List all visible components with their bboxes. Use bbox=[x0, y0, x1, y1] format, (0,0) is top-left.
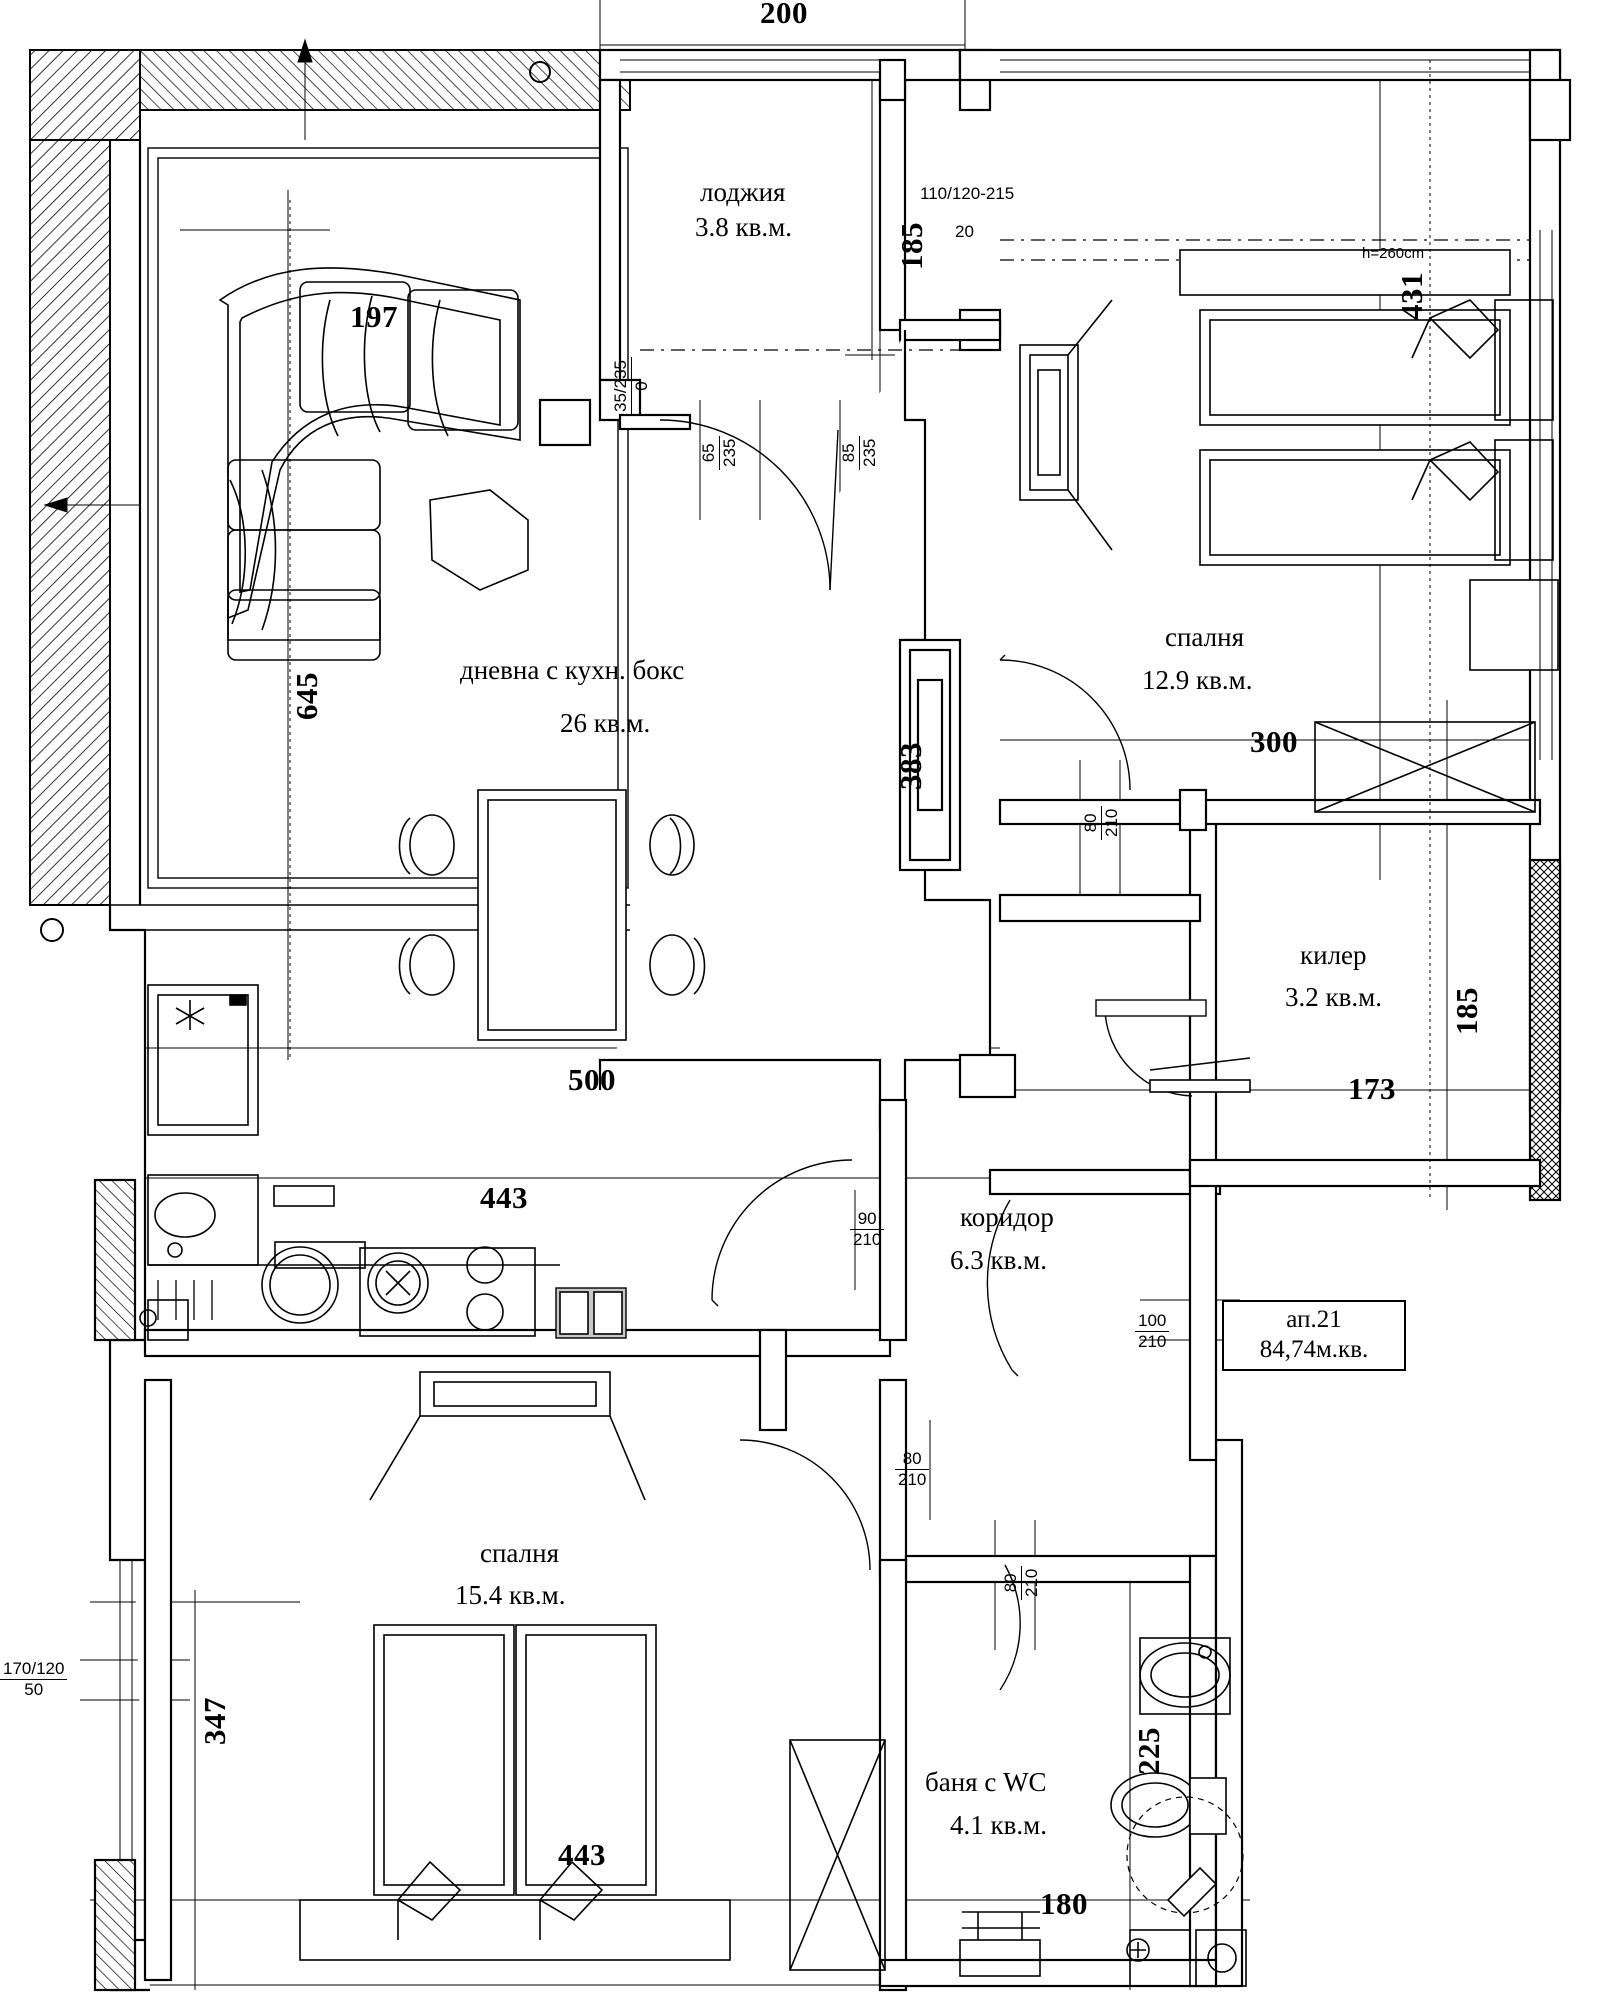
opening-170-120-50 bbox=[0, 1660, 67, 1699]
dim-beds-431: 431 bbox=[1394, 272, 1429, 320]
apartment-area: 84,74м.кв. bbox=[1259, 1335, 1369, 1363]
dim-top-200: 200 bbox=[760, 0, 808, 30]
opening-loggia-door-sub: 20 bbox=[955, 222, 974, 241]
opening-loggia-door-spec: 110/120-215 bbox=[920, 184, 1015, 203]
ceiling-height-note: h=260cm bbox=[1362, 245, 1425, 262]
dim-bedroom2-443: 443 bbox=[558, 1837, 606, 1872]
room-area-bedroom-2: 15.4 кв.м. bbox=[455, 1580, 566, 1610]
opening-90-210-corridor-num: 90 bbox=[850, 1210, 884, 1230]
opening-100-210-entrance bbox=[1135, 1312, 1169, 1351]
dim-corridor-383: 383 bbox=[893, 742, 928, 790]
room-label-bedroom-2: спалня bbox=[480, 1538, 559, 1568]
dim-living-645: 645 bbox=[289, 672, 324, 720]
dim-pantry-173: 173 bbox=[1348, 1071, 1396, 1106]
opening-80-210-bath-den: 210 bbox=[1021, 1568, 1041, 1597]
apartment-number: ап.21 bbox=[1286, 1306, 1342, 1333]
opening-65-235-num: 65 bbox=[700, 436, 720, 470]
opening-80-210-bedroom2 bbox=[895, 1450, 929, 1489]
opening-65-235-den: 235 bbox=[719, 438, 739, 467]
apartment-info-box bbox=[1222, 1300, 1406, 1371]
dim-bedroom2-347: 347 bbox=[197, 1697, 232, 1745]
opening-80-210-bedroom2-den: 210 bbox=[898, 1469, 927, 1489]
opening-85-235 bbox=[840, 436, 879, 470]
opening-80-210-bedroom1-den: 210 bbox=[1101, 808, 1121, 837]
opening-35-235-den: 0 bbox=[631, 381, 651, 391]
opening-170-120-50-den: 50 bbox=[24, 1679, 44, 1699]
opening-80-210-bedroom1-num: 80 bbox=[1082, 806, 1102, 840]
room-label-bathroom: баня с WC bbox=[925, 1767, 1047, 1797]
opening-100-210-entrance-num: 100 bbox=[1135, 1312, 1169, 1332]
opening-65-235 bbox=[700, 436, 739, 470]
room-area-loggia: 3.8 кв.м. bbox=[695, 212, 792, 242]
opening-80-210-bath-num: 80 bbox=[1002, 1566, 1022, 1600]
opening-85-235-den: 235 bbox=[859, 438, 879, 467]
opening-170-120-50-num: 170/120 bbox=[0, 1660, 67, 1680]
room-label-bedroom-1: спалня bbox=[1165, 622, 1244, 652]
dim-loggia-185: 185 bbox=[894, 222, 929, 270]
opening-90-210-corridor-den: 210 bbox=[853, 1229, 882, 1249]
opening-80-210-bath bbox=[1002, 1566, 1041, 1600]
dim-pantry-185: 185 bbox=[1449, 987, 1484, 1035]
opening-35-235 bbox=[612, 357, 651, 415]
opening-90-210-corridor bbox=[850, 1210, 884, 1249]
room-label-living: дневна с кухн. бокс bbox=[460, 655, 685, 685]
opening-80-210-bedroom2-num: 80 bbox=[895, 1450, 929, 1470]
dim-living-500: 500 bbox=[568, 1062, 616, 1097]
opening-100-210-entrance-den: 210 bbox=[1138, 1331, 1167, 1351]
room-label-loggia: лоджия bbox=[700, 177, 786, 207]
opening-80-210-bedroom1 bbox=[1082, 806, 1121, 840]
dim-bath-180: 180 bbox=[1040, 1886, 1088, 1921]
dim-sofa-197: 197 bbox=[350, 299, 398, 334]
room-area-pantry: 3.2 кв.м. bbox=[1285, 982, 1382, 1012]
dim-bedroom1-300: 300 bbox=[1250, 724, 1298, 759]
room-area-corridor: 6.3 кв.м. bbox=[950, 1245, 1047, 1275]
dim-bath-225: 225 bbox=[1131, 1727, 1166, 1775]
opening-35-235-num: 35/235 bbox=[612, 357, 632, 415]
opening-85-235-num: 85 bbox=[840, 436, 860, 470]
room-area-bathroom: 4.1 кв.м. bbox=[950, 1810, 1047, 1840]
room-area-bedroom-1: 12.9 кв.м. bbox=[1142, 665, 1253, 695]
room-label-corridor: коридор bbox=[960, 1202, 1054, 1232]
room-area-living: 26 кв.м. bbox=[560, 708, 651, 738]
dim-kitchen-443: 443 bbox=[480, 1180, 528, 1215]
room-label-pantry: килер bbox=[1300, 940, 1367, 970]
